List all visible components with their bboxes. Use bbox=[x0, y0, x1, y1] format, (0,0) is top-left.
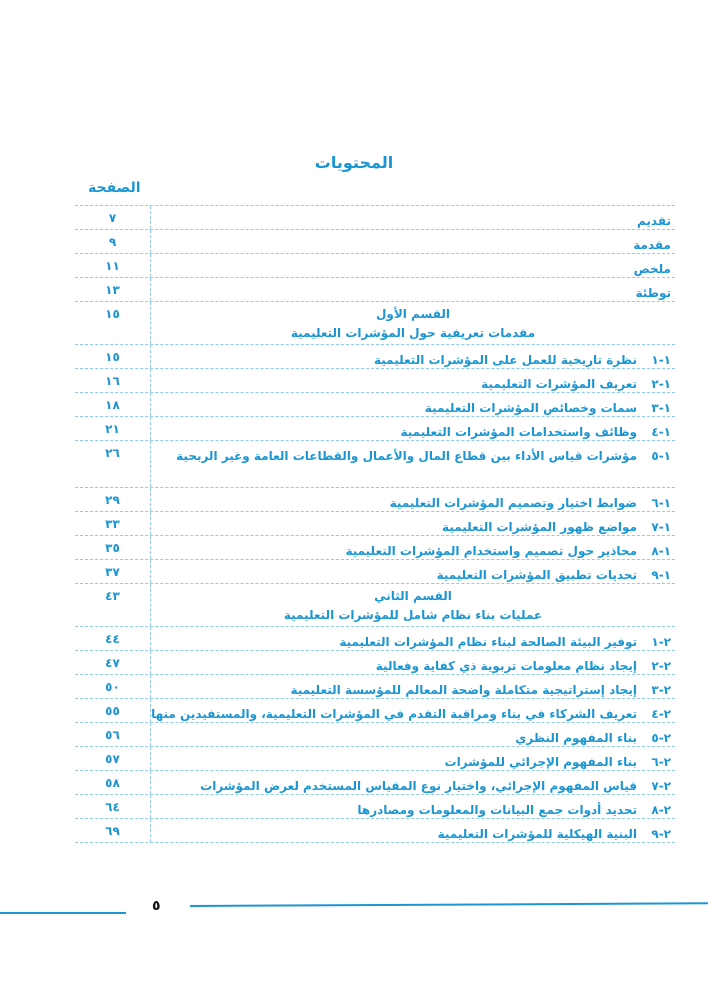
entry-number: ٢-٣ bbox=[651, 683, 671, 697]
entry-page: ٥٦ bbox=[75, 723, 151, 746]
page-title: المحتويات bbox=[314, 153, 394, 172]
entry-number: ١-٣ bbox=[651, 401, 671, 415]
entry-title: بناء المفهوم النظري bbox=[515, 731, 637, 745]
entry-page: ١١ bbox=[75, 254, 151, 277]
entry-page: ٢٩ bbox=[75, 488, 151, 511]
entry-number: ٢-٥ bbox=[651, 731, 671, 745]
entry-number: ١-٢ bbox=[651, 377, 671, 391]
toc-entry[interactable] bbox=[75, 819, 675, 843]
entry-title: توفير البيئة الصالحة لبناء نظام المؤشرات التعليمية bbox=[339, 635, 637, 649]
entry-title: قياس المفهوم الإجرائي، واختيار نوع المقياس المستخدم لعرض المؤشرات bbox=[200, 779, 637, 793]
entry-title: مؤشرات قياس الأداء بين قطاع المال والأعمال والقطاعات العامة وغير الربحية bbox=[176, 449, 637, 463]
entry-title: بناء المفهوم الإجرائي للمؤشرات bbox=[444, 755, 637, 769]
page-number: ٥ bbox=[152, 898, 161, 914]
entry-title-cell bbox=[151, 536, 675, 559]
entry-page: ٥٠ bbox=[75, 675, 151, 698]
entry-title: محاذير حول تصميم واستخدام المؤشرات التعليمية bbox=[345, 544, 637, 558]
entry-page: ١٥ bbox=[75, 345, 151, 368]
entry-title: البنية الهيكلية للمؤشرات التعليمية bbox=[437, 827, 637, 841]
entry-title-cell bbox=[151, 795, 675, 818]
entry-number: ١-٥ bbox=[651, 449, 671, 463]
entry-number: ٢-٨ bbox=[651, 803, 671, 817]
footer-rule-left bbox=[0, 912, 126, 914]
entry-title-cell bbox=[151, 369, 675, 392]
entry-number: ٢-٢ bbox=[651, 659, 671, 673]
entry-title-cell bbox=[151, 747, 675, 770]
entry-page: ٧ bbox=[75, 206, 151, 229]
entry-title-cell bbox=[151, 345, 675, 368]
entry-title-cell bbox=[151, 723, 675, 746]
entry-number: ١-١ bbox=[651, 353, 671, 367]
entry-page: ١٦ bbox=[75, 369, 151, 392]
toc-entry[interactable] bbox=[75, 512, 675, 536]
entry-title-cell bbox=[151, 699, 675, 722]
entry-title: سمات وخصائص المؤشرات التعليمية bbox=[424, 401, 637, 415]
entry-title: تحديات تطبيق المؤشرات التعليمية bbox=[436, 568, 637, 582]
entry-title: نظرة تاريخية للعمل على المؤشرات التعليمية bbox=[374, 353, 637, 367]
entry-page: ٣٧ bbox=[75, 560, 151, 583]
entry-number: ٢-٦ bbox=[651, 755, 671, 769]
toc-entry[interactable] bbox=[75, 771, 675, 795]
entry-page: ٣٥ bbox=[75, 536, 151, 559]
toc-entry[interactable] bbox=[75, 488, 675, 512]
entry-page: ١٣ bbox=[75, 278, 151, 301]
section-subtitle: عمليات بناء نظام شامل للمؤشرات التعليمية bbox=[283, 608, 543, 622]
entry-title-cell bbox=[151, 254, 675, 277]
entry-title: تعريف المؤشرات التعليمية bbox=[481, 377, 637, 391]
toc-entry[interactable] bbox=[75, 345, 675, 369]
entry-title: تقديم bbox=[637, 214, 671, 228]
section-heading: القسم الأول bbox=[376, 307, 450, 321]
entry-number: ١-٧ bbox=[651, 520, 671, 534]
entry-title-cell bbox=[151, 230, 675, 253]
toc-entry[interactable] bbox=[75, 651, 675, 675]
entry-title: وظائف واستخدامات المؤشرات التعليمية bbox=[400, 425, 637, 439]
entry-page: ١٨ bbox=[75, 393, 151, 416]
section-subtitle: مقدمات تعريفية حول المؤشرات التعليمية bbox=[290, 326, 536, 340]
toc-entry[interactable] bbox=[75, 206, 675, 230]
entry-page: ٢٦ bbox=[75, 441, 151, 487]
entry-title-cell bbox=[151, 441, 675, 487]
entry-page: ٦٩ bbox=[75, 819, 151, 842]
entry-page: ٤٤ bbox=[75, 627, 151, 650]
entry-number: ١-٨ bbox=[651, 544, 671, 558]
toc-entry[interactable] bbox=[75, 747, 675, 771]
entry-number: ٢-٩ bbox=[651, 827, 671, 841]
entry-title-cell bbox=[151, 278, 675, 301]
entry-title: ملخص bbox=[633, 262, 671, 276]
entry-title: إيجاد نظام معلومات تربوية ذي كفاية وفعالية bbox=[375, 659, 637, 673]
entry-title-cell bbox=[151, 512, 675, 535]
entry-title-cell bbox=[151, 627, 675, 650]
entry-page: ٥٨ bbox=[75, 771, 151, 794]
entry-page: ٢١ bbox=[75, 417, 151, 440]
toc-entry[interactable] bbox=[75, 417, 675, 441]
toc-entry[interactable] bbox=[75, 441, 675, 488]
toc-entry[interactable] bbox=[75, 254, 675, 278]
section-heading-row[interactable] bbox=[75, 302, 675, 345]
entry-title: مقدمة bbox=[633, 238, 671, 252]
toc-entry[interactable] bbox=[75, 278, 675, 302]
entry-title: تعريف الشركاء في بناء ومراقبة التقدم في المؤشرات التعليمية، والمستفيدين منها bbox=[151, 707, 637, 721]
entry-title-cell bbox=[151, 771, 675, 794]
entry-page: ٤٧ bbox=[75, 651, 151, 674]
section-page: ٤٣ bbox=[75, 584, 151, 626]
toc-entry[interactable] bbox=[75, 627, 675, 651]
entry-number: ٢-٤ bbox=[651, 707, 671, 721]
entry-number: ٢-١ bbox=[651, 635, 671, 649]
entry-page: ٣٣ bbox=[75, 512, 151, 535]
entry-title-cell bbox=[151, 560, 675, 583]
entry-title: تحديد أدوات جمع البيانات والمعلومات ومصادرها bbox=[357, 803, 637, 817]
entry-title: إيجاد إستراتيجية متكاملة واضحة المعالم للمؤسسة التعليمية bbox=[290, 683, 637, 697]
toc-table bbox=[75, 205, 675, 843]
entry-title-cell bbox=[151, 651, 675, 674]
entry-title-cell bbox=[151, 393, 675, 416]
entry-number: ١-٩ bbox=[651, 568, 671, 582]
toc-entry[interactable] bbox=[75, 795, 675, 819]
entry-number: ١-٤ bbox=[651, 425, 671, 439]
entry-title-cell bbox=[151, 206, 675, 229]
toc-entry[interactable] bbox=[75, 230, 675, 254]
entry-page: ٥٥ bbox=[75, 699, 151, 722]
entry-number: ٢-٧ bbox=[651, 779, 671, 793]
toc-entry[interactable] bbox=[75, 699, 675, 723]
toc-entry[interactable] bbox=[75, 675, 675, 699]
entry-page: ٥٧ bbox=[75, 747, 151, 770]
toc-entry[interactable] bbox=[75, 393, 675, 417]
footer-rule-right bbox=[190, 902, 708, 907]
toc-entry[interactable] bbox=[75, 369, 675, 393]
toc-entry[interactable] bbox=[75, 536, 675, 560]
page-column-header: الصفحة bbox=[88, 180, 141, 196]
entry-title: ضوابط اختيار وتصميم المؤشرات التعليمية bbox=[389, 496, 637, 510]
section-heading: القسم الثاني bbox=[374, 589, 452, 603]
entry-page: ٦٤ bbox=[75, 795, 151, 818]
section-heading-row[interactable] bbox=[75, 584, 675, 627]
entry-title-cell bbox=[151, 675, 675, 698]
entry-title-cell bbox=[151, 417, 675, 440]
entry-title: مواضع ظهور المؤشرات التعليمية bbox=[442, 520, 637, 534]
entry-title-cell bbox=[151, 819, 675, 842]
entry-number: ١-٦ bbox=[651, 496, 671, 510]
entry-page: ٩ bbox=[75, 230, 151, 253]
entry-title-cell bbox=[151, 488, 675, 511]
entry-title: توطئة bbox=[635, 286, 671, 300]
toc-entry[interactable] bbox=[75, 723, 675, 747]
toc-entry[interactable] bbox=[75, 560, 675, 584]
section-page: ١٥ bbox=[75, 302, 151, 344]
